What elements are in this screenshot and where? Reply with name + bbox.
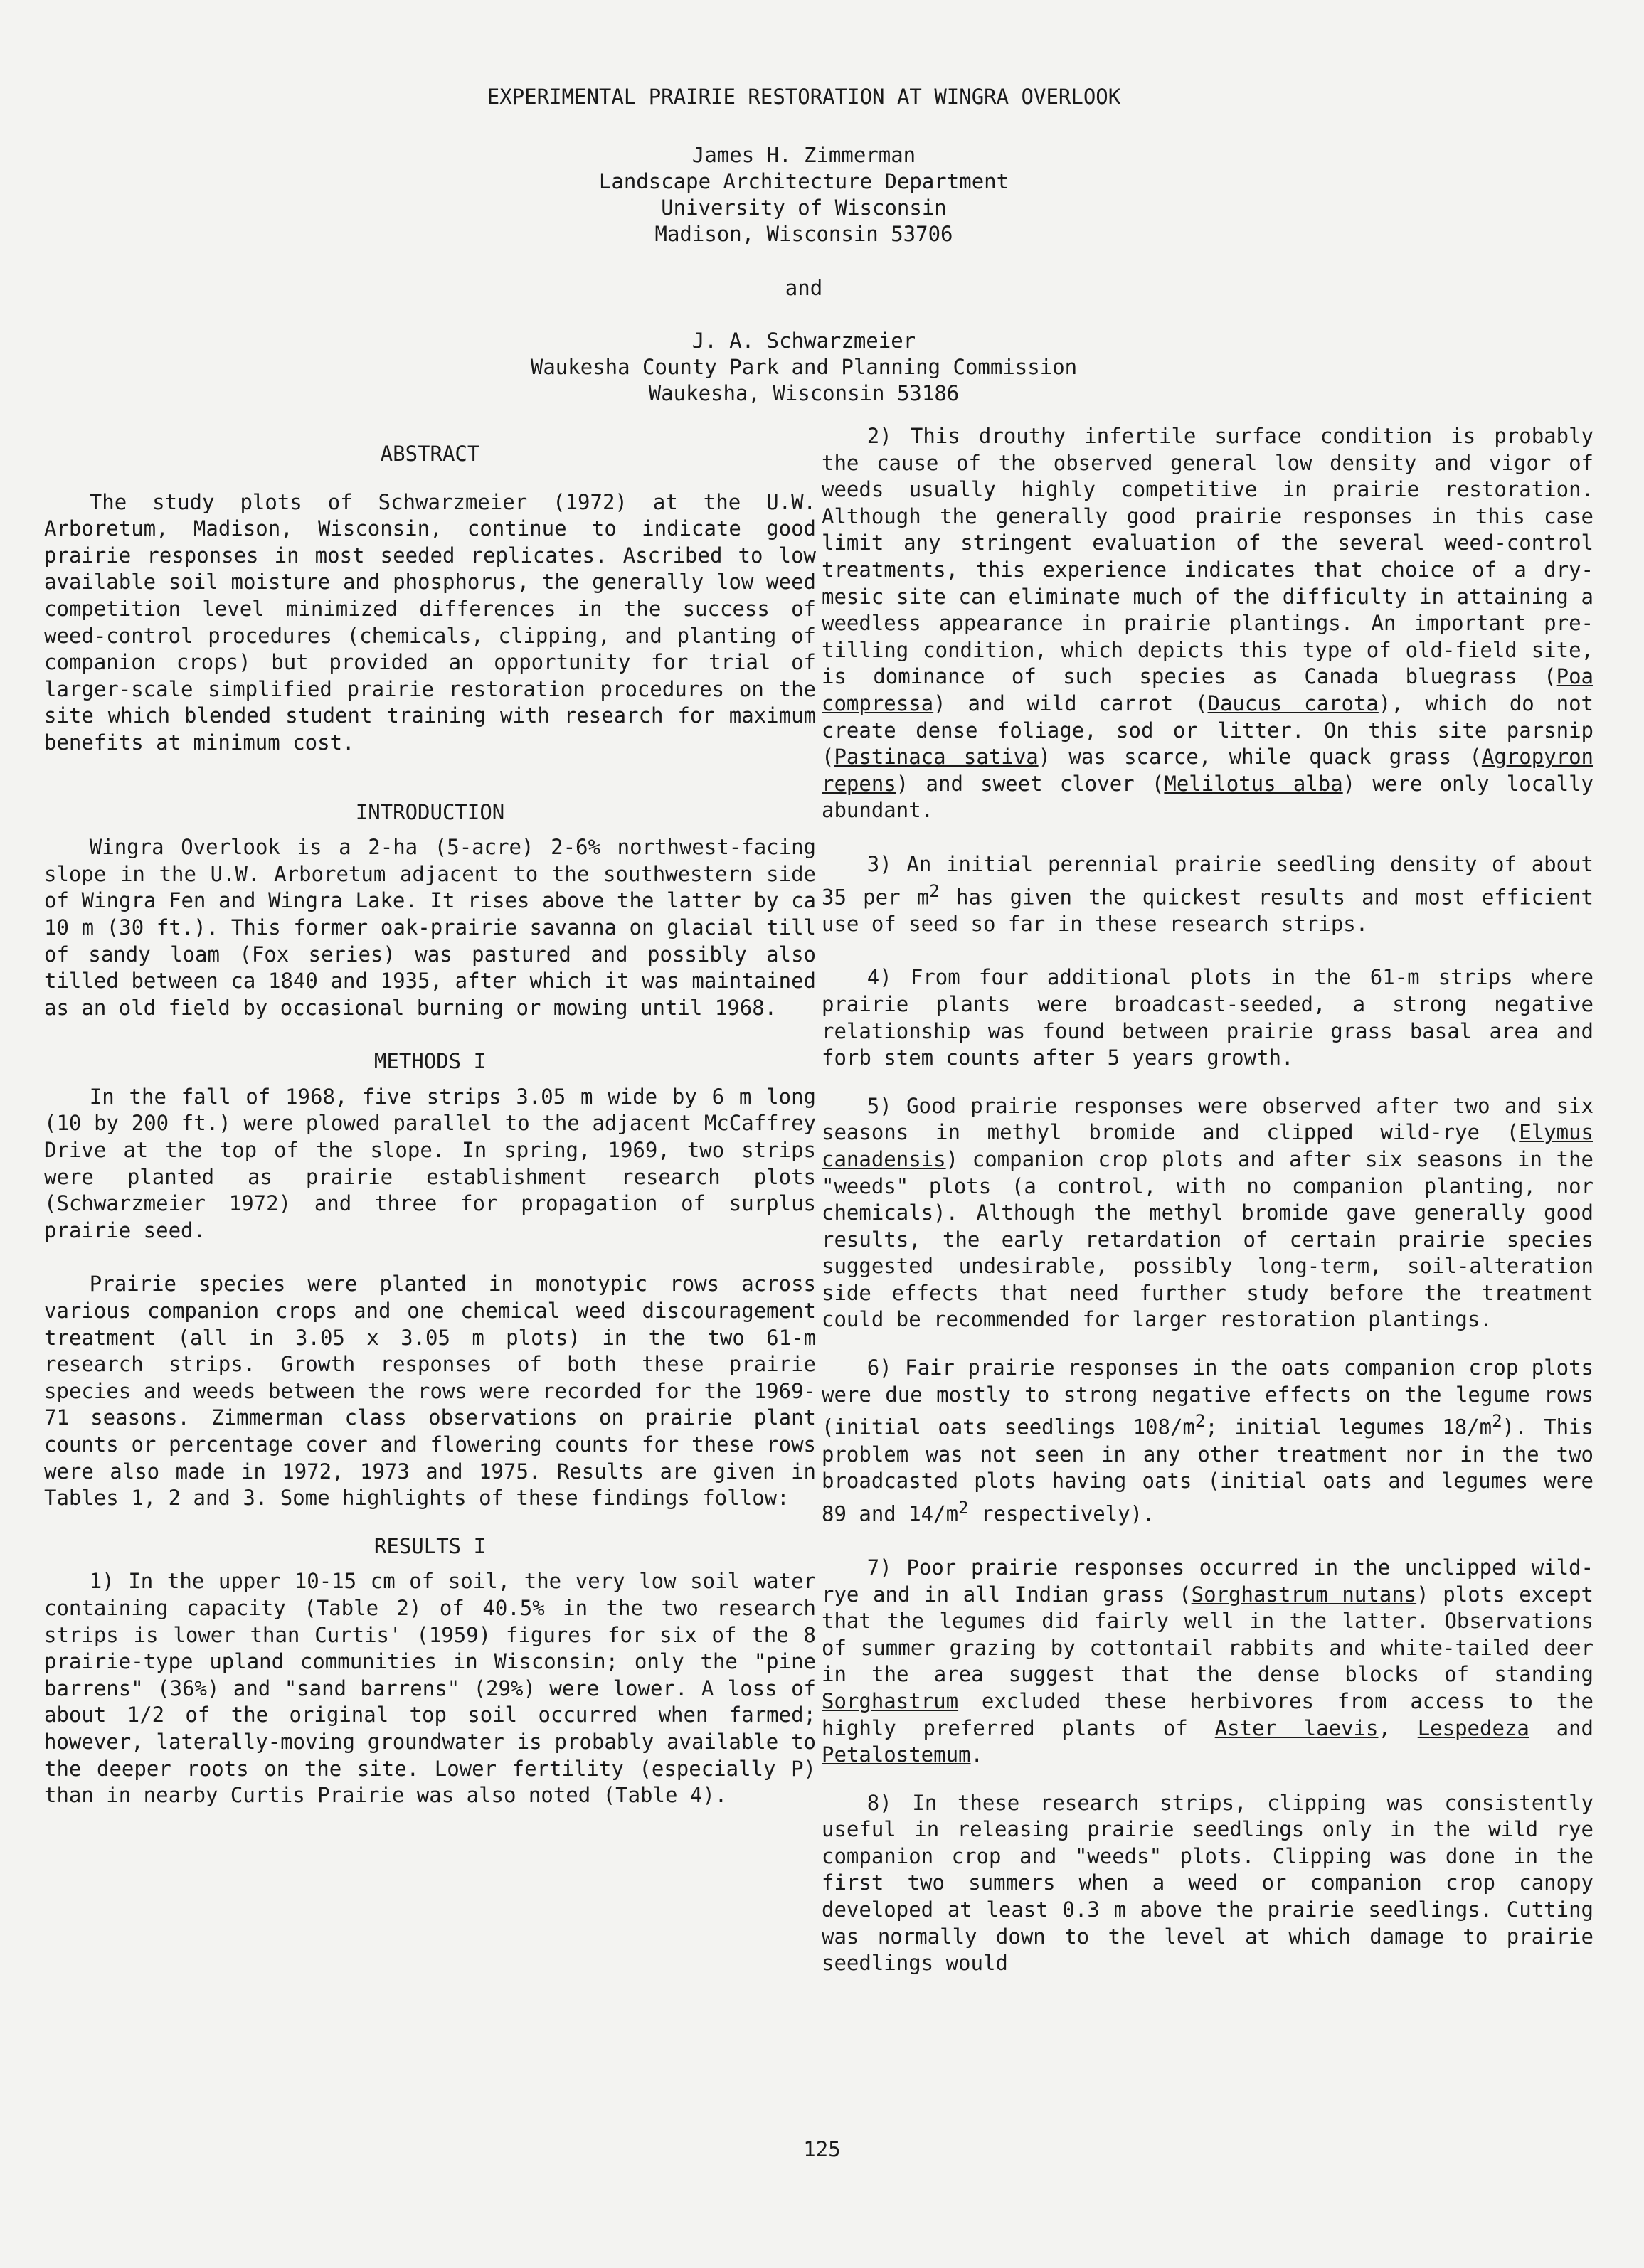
species-name: Aster laevis xyxy=(1214,1715,1379,1740)
species-name: Sorghastrum xyxy=(822,1688,959,1713)
results-item-3: 3) An initial perennial prairie seedling density of about 35 per $m^2$ has given the quickest results and most efficient use of seed so far in these research strips. xyxy=(822,851,1593,936)
results-item-5: 5) Good prairie responses were observed after two and six seasons in methyl bromide and clipped wild-rye (Elymus canadensis) companion crop plots and after six seasons in the "weeds" plots (a control, with no companion planting, nor chemicals). Although the methyl bromide gave generally good results, the early retardation of certain prairie species suggested undesirable, possibly long-term, soil-alteration side effects that need further study before the treatment could be recommended for larger restoration plantings. xyxy=(822,1093,1593,1332)
methods-paragraph-1: In the fall of 1968, five strips 3.05 m wide by 6 m long (10 by 200 ft.) were plowed parallel to the adjacent McCaffrey Drive at the top of the slope. In spring, 1969, two strips were planted as prairie establishment research plots (Schwarzmeier 1972) and three for propagation of surplus prairie seed. xyxy=(44,1084,816,1242)
methods-heading: METHODS I xyxy=(373,1049,487,1074)
author-conjunction: and xyxy=(785,276,823,300)
author-name: J. A. Schwarzmeier xyxy=(691,329,916,353)
results-item-2: 2) This drouthy infertile surface condition is probably the cause of the observed general low density and vigor of weeds usually highly competitive in prairie restoration. Although the generally good prairie responses in this case limit any stringent evaluation of the several weed-control treatments, this experience indicates that choice of a dry-mesic site can eliminate much of the difficulty in attaining a weedless appearance in prairie plantings. An important pre-tilling condition, which depicts this type of old-field site, is dominance of such species as Canada bluegrass (Poa compressa) and wild carrot (Daucus carota), which do not create dense foliage, sod or litter. On this site parsnip (Pastinaca sativa) was scarce, while quack grass (Agropyron repens) and sweet clover (Melilotus alba) were only locally abundant. xyxy=(822,424,1593,823)
methods-paragraph-2: Prairie species were planted in monotypic rows across various companion crops and one chemical weed discouragement treatment (all in 3.05 x 3.05 m plots) in the two 61-m research strips. Growth responses of both these prairie species and weeds between the rows were recorded for the 1969-71 seasons. Zimmerman class observations on prairie plant counts or percentage cover and flowering counts for these rows were also made in 1972, 1973 and 1975. Results are given in Tables 1, 2 and 3. Some highlights of these findings follow: xyxy=(44,1272,816,1511)
page-number: 125 xyxy=(803,2137,841,2161)
species-name: Agropyron repens xyxy=(822,745,1593,796)
species-name: Pastinaca sativa xyxy=(834,745,1039,770)
author-block-2 xyxy=(0,328,1608,407)
abstract-text: The study plots of Schwarzmeier (1972) at the U.W. Arboretum, Madison, Wisconsin, continue to indicate good prairie responses in most seeded replicates. Ascribed to low available soil moisture and phosphorus, the generally low weed competition level minimized differences in the success of weed-control procedures (chemicals, clipping, and planting of companion crops) but provided an opportunity for trial of larger-scale simplified prairie restoration procedures on the site which blended student training with research for maximum benefits at minimum cost. xyxy=(44,489,816,755)
results-item-1: 1) In the upper 10-15 cm of soil, the very low soil water containing capacity (Table 2) of 40.5% in the two research strips is lower than Curtis' (1959) figures for six of the 8 prairie-type upland communities in Wisconsin; only the "pine barrens" (36%) and "sand barrens" (29%) were lower. A loss of about 1/2 of the original top soil occurred when farmed; however, laterally-moving groundwater is probably available to the deeper roots on the site. Lower fertility (especially P) than in nearby Curtis Prairie was also noted (Table 4). xyxy=(44,1569,816,1808)
author-city: Madison, Wisconsin 53706 xyxy=(654,222,953,246)
abstract-heading: ABSTRACT xyxy=(380,442,480,466)
results-item-7: 7) Poor prairie responses occurred in the unclipped wild-rye and in all Indian grass (Sorghastrum nutans) plots except that the legumes did fairly well in the latter. Observations of summer grazing by cottontail rabbits and white-tailed deer in the area suggest that the dense blocks of standing Sorghastrum excluded these herbivores from access to the highly preferred plants of Aster laevis, Lespedeza and Petalostemum. xyxy=(822,1555,1594,1767)
species-name: Sorghastrum nutans xyxy=(1191,1582,1417,1607)
author-city: Waukesha, Wisconsin 53186 xyxy=(648,381,960,405)
author-organization: Waukesha County Park and Planning Commission xyxy=(530,355,1078,379)
right-column xyxy=(822,423,1593,1977)
species-name: Melilotus alba xyxy=(1164,771,1343,796)
species-name: Daucus carota xyxy=(1207,691,1379,715)
species-name: Petalostemum xyxy=(822,1742,971,1767)
author-organization: University of Wisconsin xyxy=(661,196,947,220)
results-heading: RESULTS I xyxy=(373,1533,487,1558)
author-block-1 xyxy=(0,142,1608,247)
results-item-4: 4) From four additional plots in the 61-m strips where prairie plants were broadcast-seeded, a strong negative relationship was found between prairie grass basal area and forb stem counts after 5 years growth. xyxy=(822,965,1593,1070)
paper-title: EXPERIMENTAL PRAIRIE RESTORATION AT WINGRA OVERLOOK xyxy=(487,85,1121,109)
results-item-6: 6) Fair prairie responses in the oats companion crop plots were due mostly to strong negative effects on the legume rows (initial oats seedlings $108/m^2$; initial legumes $18/m^2$). This problem was not seen in any other treatment nor in the two broadcasted plots having oats (initial oats and legumes were 89 and $14/m^2$ respectively). xyxy=(822,1356,1594,1526)
introduction-text: Wingra Overlook is a 2-ha (5-acre) 2-6% northwest-facing slope in the U.W. Arboretum adjacent to the southwestern side of Wingra Fen and Wingra Lake. It rises above the latter by ca 10 m (30 ft.). This former oak-prairie savanna on glacial till of sandy loam (Fox series) was pastured and possibly also tilled between ca 1840 and 1935, after which it was maintained as an old field by occasional burning or mowing until 1968. xyxy=(44,835,816,1020)
species-name: Lespedeza xyxy=(1417,1715,1529,1740)
author-department: Landscape Architecture Department xyxy=(598,169,1009,193)
species-name: Poa compressa xyxy=(822,664,1593,715)
author-name: James H. Zimmerman xyxy=(691,143,916,167)
left-column xyxy=(44,441,816,1809)
species-name: Elymus canadensis xyxy=(822,1120,1593,1171)
introduction-heading: INTRODUCTION xyxy=(355,799,505,824)
results-item-8: 8) In these research strips, clipping was consistently useful in releasing prairie seedlings only in the wild rye companion crop and "weeds" plots. Clipping was done in the first two summers when a weed or companion crop canopy developed at least 0.3 m above the prairie seedlings. Cutting was normally down to the level at which damage to prairie seedlings would xyxy=(822,1790,1593,1976)
